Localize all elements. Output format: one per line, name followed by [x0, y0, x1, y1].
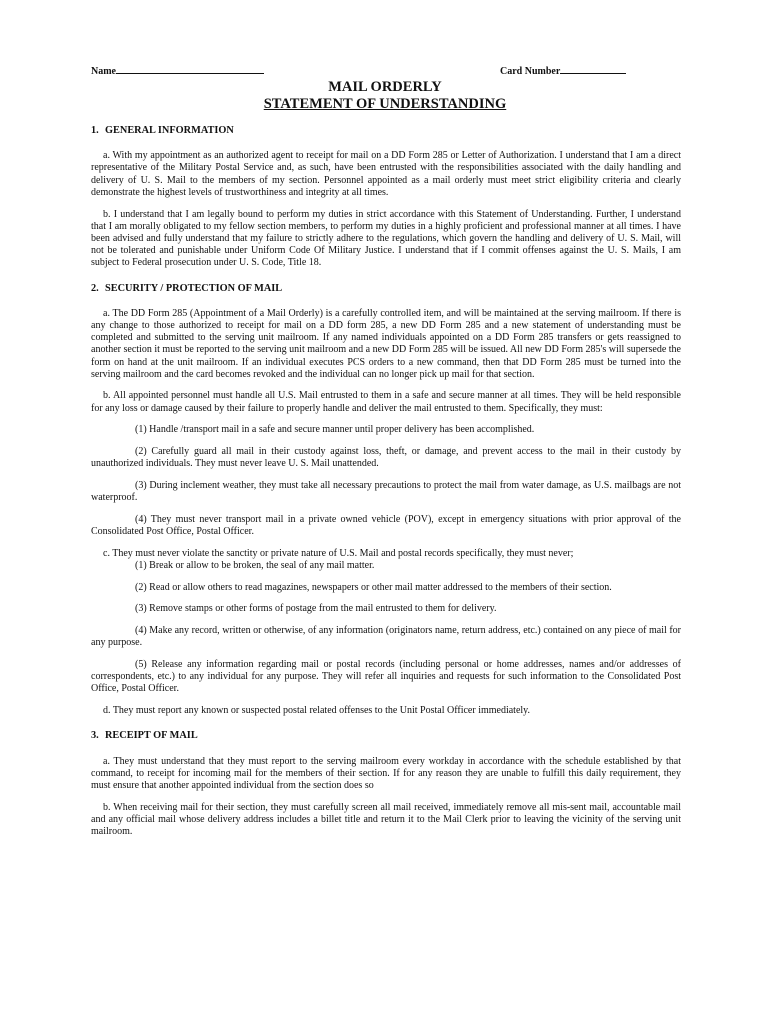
paragraph: a. With my appointment as an authorized agent to receipt for mail on a DD Form 285 or Letter of Authorization. I understand that I am a direct representative of the Military Postal Service and, as such, have been entrusted with the responsibilities associated with the daily handling and delivery of U. S. Mail to the members of my section. Personnel appointed as a mail orderly must meet strict eligibility criteria and clearly demonstrate the highest levels of trustworthiness and integrity at all times. — [91, 150, 681, 198]
list-item: (4) Make any record, written or otherwise, of any information (originators name, return address, etc.) contained on any piece of mail for any purpose. — [91, 625, 681, 649]
document-subtitle: STATEMENT OF UNDERSTANDING — [263, 96, 507, 112]
card-number-blank-line[interactable] — [560, 64, 626, 74]
name-label: Name — [91, 66, 116, 77]
paragraph: b. When receiving mail for their section, they must carefully screen all mail received, immediately remove all mis-sent mail, accountable mail and any official mail whose delivery address includes a billet title and return it to the Mail Clerk prior to leaving the vicinity of the serving unit mailroom. — [91, 801, 681, 838]
list-item: (3) During inclement weather, they must take all necessary precautions to protect the mail from water damage, as U.S. mailbags are not waterproof. — [91, 479, 681, 504]
document-title: MAIL ORDERLY — [328, 79, 442, 95]
paragraph: c. They must never violate the sanctity or private nature of U.S. Mail and postal records specifically, they must never; — [103, 547, 574, 559]
card-number-field[interactable] — [500, 64, 626, 77]
list-item: (5) Release any information regarding mail or postal records (including personal or home addresses, names and/or addresses of correspondents, etc.) to any individual for any purpose. They will refer all inquiries and requests for such information to the Consolidated Post Office, Postal Officer. — [91, 659, 681, 695]
paragraph: a. The DD Form 285 (Appointment of a Mail Orderly) is a carefully controlled item, and will be maintained at the serving mailroom. If there is any change to those authorized to receipt for mail on a DD form 285, a new DD Form 285 and a new statement of understanding must be completed and submitted to the serving unit mailroom. If any named individuals appointed on a DD Form 285 transfers or gets reassigned to another section it must be reported to the serving unit mailroom and a new DD Form 285 will be issued. All new DD Form 285's will supersede the form on hand at the unit mailroom. If an individual executes PCS orders to a new command, then that DD Form 285 must be turned into the serving mailroom and the card becomes revoked and the individual can no longer pick up mail for that section. — [91, 307, 681, 380]
name-field[interactable] — [91, 64, 264, 77]
card-number-label: Card Number — [500, 66, 561, 77]
section-heading-general-information: 1. GENERAL INFORMATION — [91, 125, 234, 136]
section-heading-security-protection: 2. SECURITY / PROTECTION OF MAIL — [91, 282, 283, 294]
section-heading-receipt-of-mail: 3. RECEIPT OF MAIL — [91, 730, 198, 742]
name-blank-line[interactable] — [116, 64, 264, 74]
paragraph: a. They must understand that they must report to the serving mailroom every workday in accordance with the schedule established by that command, to receipt for incoming mail for the members of their section. If for any reason they are unable to fulfill this daily requirement, they must ensure that another appointed individual from the section does so — [91, 755, 681, 791]
list-item: (1) Break or allow to be broken, the seal of any mail matter. — [135, 559, 375, 571]
paragraph: b. All appointed personnel must handle all U.S. Mail entrusted to them in a safe and secure manner at all times. They will be held responsible for any loss or damage caused by their failure to properly handle and deliver the mail entrusted to them. Specifically, they must: — [91, 390, 681, 414]
paragraph: b. I understand that I am legally bound to perform my duties in strict accordance with this Statement of Understanding. Further, I understand that I am morally obligated to my fellow section members, to perform my duties in a highly proficient and professional manner at all times. I have been advised and fully understand that my failure to strictly adhere to the regulations, which govern the handling and delivery of U. S. Mail, will not be tolerated and punishable under Uniform Code Of Military Justice. I understand that if I commit offenses against the U. S. Mails, I am subject to Federal prosecution under U. S. Code, Title 18. — [91, 208, 681, 269]
document-body — [91, 125, 681, 848]
list-item: (2) Read or allow others to read magazines, newspapers or other mail matter addressed to the members of their section. — [135, 581, 612, 593]
list-item: (4) They must never transport mail in a private owned vehicle (POV), except in emergency situations with prior approval of the Consolidated Post Office, Postal Officer. — [91, 513, 681, 538]
list-item: (3) Remove stamps or other forms of postage from the mail entrusted to them for delivery. — [135, 603, 497, 615]
paragraph: d. They must report any known or suspected postal related offenses to the Unit Postal Officer immediately. — [103, 705, 531, 717]
list-item: (2) Carefully guard all mail in their custody against loss, theft, or damage, and prevent access to the mail in their custody by unauthorized individuals. They must never leave U. S. Mail unattended. — [91, 446, 681, 470]
list-item: (1) Handle /transport mail in a safe and secure manner until proper delivery has been accomplished. — [135, 424, 535, 436]
